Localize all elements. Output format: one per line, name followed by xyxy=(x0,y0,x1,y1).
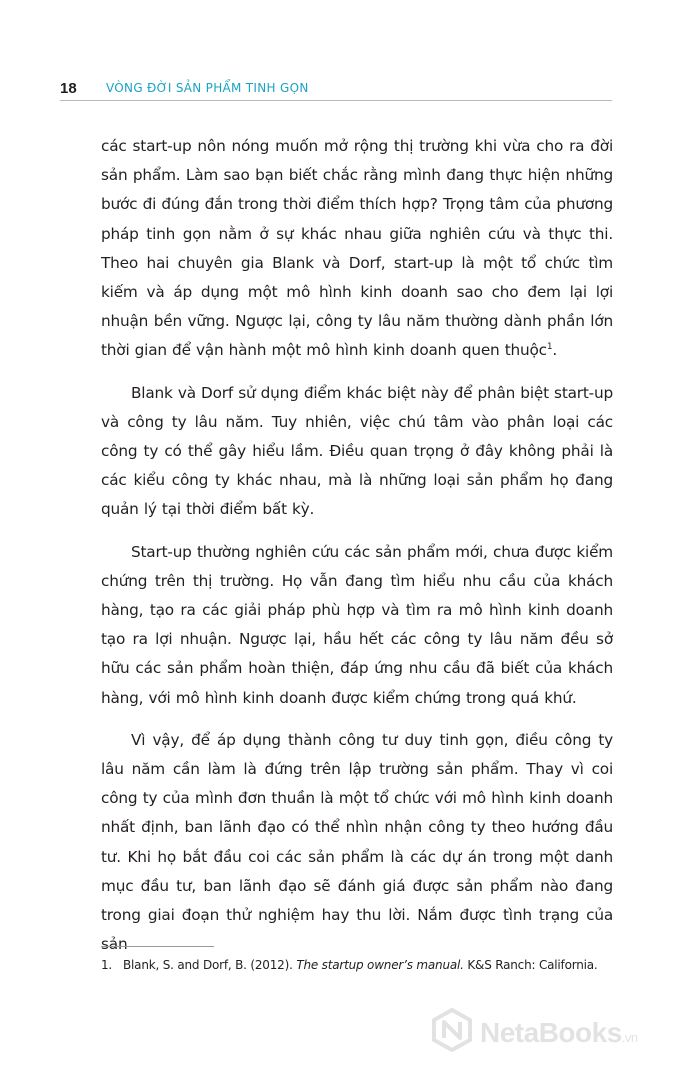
footnote-authors: Blank, S. and Dorf, B. (2012). xyxy=(123,958,293,972)
running-title: VÒNG ĐỜI SẢN PHẨM TINH GỌN xyxy=(106,81,309,95)
footnote-title: The startup owner’s manual. xyxy=(296,958,464,972)
watermark-text xyxy=(480,1017,638,1049)
body-text xyxy=(101,132,613,959)
watermark xyxy=(430,1008,690,1058)
footnote-divider xyxy=(101,946,214,947)
footnote-reference[interactable]: 1 xyxy=(546,342,553,353)
footnote-number: 1. xyxy=(101,958,113,972)
paragraph-2: Blank và Dorf sử dụng điểm khác biệt này để phân biệt start-up và công ty lâu năm. Tuy nhiên, việc chú tâm vào phân loại các công ty có thể gây hiểu lầm. Điều quan trọng ở đây không phải là các kiểu công ty khác nhau, mà là những loại sản phẩm họ đang quản lý tại thời điểm bất kỳ. xyxy=(101,383,613,519)
watermark-brand: NetaBooks xyxy=(480,1017,622,1048)
page-header xyxy=(60,78,612,101)
paragraph-3: Start-up thường nghiên cứu các sản phẩm mới, chưa được kiểm chứng trên thị trường. Họ vẫn đang tìm hiểu nhu cầu của khách hàng, tạo ra các giải pháp phù hợp và tìm ra mô hình kinh doanh tạo ra lợi nhuận. Ngược lại, hầu hết các công ty lâu năm đều sở hữu các sản phẩm hoàn thiện, đáp ứng nhu cầu đã biết của khách hàng, với mô hình kinh doanh được kiểm chứng trong quá khứ. xyxy=(101,542,613,707)
paragraph-1 xyxy=(101,132,613,366)
watermark-suffix: .vn xyxy=(621,1030,638,1045)
page-number: 18 xyxy=(60,80,77,97)
footnote-publisher: K&S Ranch: California. xyxy=(467,958,598,972)
footnote xyxy=(101,958,641,972)
paragraph-4: Vì vậy, để áp dụng thành công tư duy tinh gọn, điều công ty lâu năm cần làm là đứng trên lập trường sản phẩm. Thay vì coi công ty của mình đơn thuần là một tổ chức với mô hình kinh doanh nhất định, ban lãnh đạo có thể nhìn nhận công ty theo hướng đầu tư. Khi họ bắt đầu coi các sản phẩm là các dự án trong một danh mục đầu tư, ban lãnh đạo sẽ đánh giá được sản phẩm nào đang trong giai đoạn thử nghiệm hay thu lời. Nắm được tình trạng của sản xyxy=(101,730,613,954)
paragraph-1-text: các start-up nôn nóng muốn mở rộng thị trường khi vừa cho ra đời sản phẩm. Làm sao bạn biết chắc rằng mình đang thực hiện những bước đi đúng đắn trong thời điểm thích hợp? Trọng tâm của phương pháp tinh gọn nằm ở sự khác nhau giữa nghiên cứu và thực thi. Theo hai chuyên gia Blank và Dorf, start-up là một tổ chức tìm kiếm và áp dụng một mô hình kinh doanh sao cho đem lại lợi nhuận bền vững. Ngược lại, công ty lâu năm thường dành phần lớn thời gian để vận hành một mô hình kinh doanh quen thuộc xyxy=(101,137,613,360)
netabooks-logo-icon xyxy=(430,1008,474,1052)
paragraph-1-end: . xyxy=(552,341,558,360)
